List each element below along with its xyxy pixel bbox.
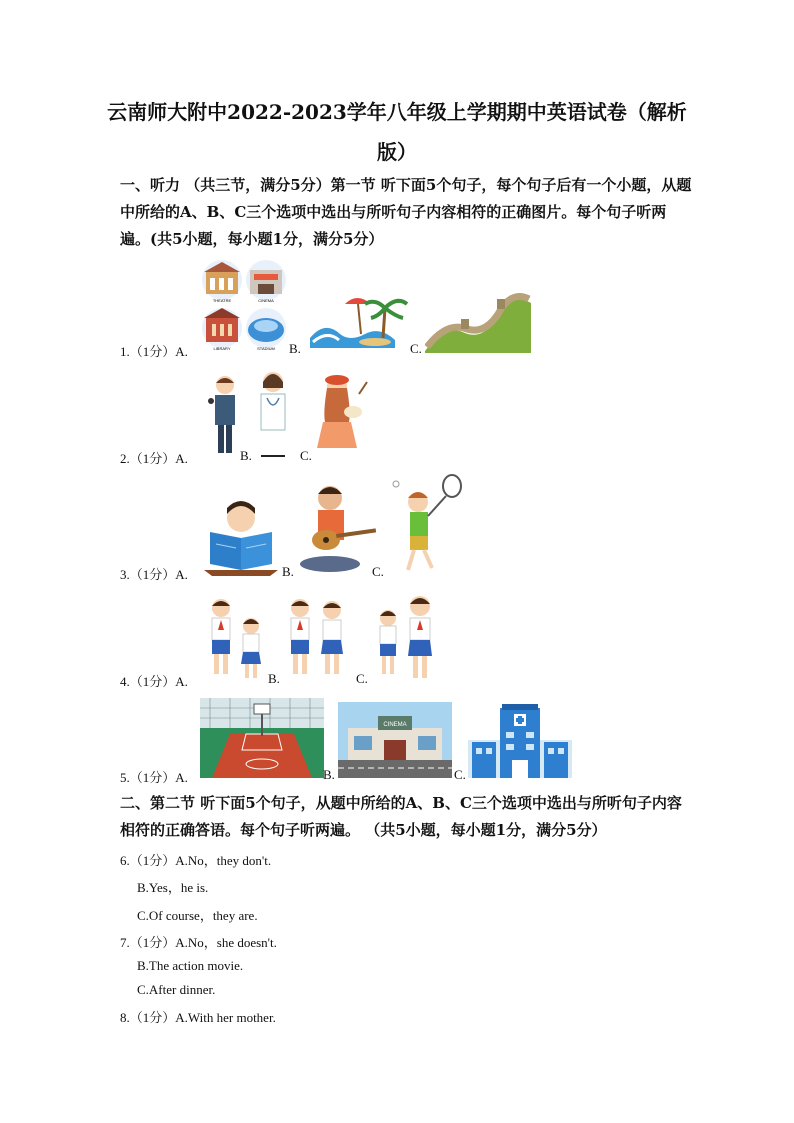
q5-option-a-basketball-court-image[interactable] — [200, 698, 324, 778]
q8-option-a: 8.（1分）A.With her mother. — [120, 1010, 276, 1025]
q2-label: 2.（1分）A. — [120, 451, 188, 466]
q6-option-b: B.Yes，he is. — [137, 880, 209, 895]
q6-option-a: 6.（1分）A.No，they don't. — [120, 853, 272, 868]
q1-option-a-buildings-image[interactable] — [200, 258, 288, 354]
q1-option-c-label: C. — [410, 341, 422, 356]
q3-option-c-label: C. — [372, 564, 384, 579]
section2-instructions: 二、第二节 听下面5个句子，从题中所给的A、B、C三个选项中选出与所听句子内容相符的正确答语。每个句子听两遍。 （共5小题，每小题1分，满分5分） — [120, 794, 682, 839]
q2-option-a-reporter-image[interactable] — [205, 373, 245, 455]
q1-option-c-great-wall-image[interactable] — [425, 283, 531, 353]
q2-option-c-label: C. — [300, 448, 312, 463]
section1-instructions: 一、听力 （共三节，满分5分）第一节 听下面5个句子，每个句子后有一个小题，从题中所给的A、B、C三个选项中选出与所听句子内容相符的正确图片。每个句子听两遍。(共5小题，每小题1分，满分5分） — [120, 176, 692, 248]
q2-option-c-artist-image[interactable] — [315, 372, 369, 450]
q5-option-b-cinema-image[interactable] — [338, 702, 452, 778]
q5-option-b-label: B. — [323, 767, 335, 782]
q1-option-b-label: B. — [289, 341, 301, 356]
q5-cinema-sign: CINEMA — [383, 722, 407, 728]
q4-option-b-students-image[interactable] — [284, 596, 350, 682]
q7-option-b: B.The action movie. — [137, 958, 244, 973]
q2-option-b-doctor-image[interactable] — [255, 368, 291, 460]
q1-cinema-label: CINEMA — [258, 298, 274, 303]
page-title: 云南师大附中2022-2023学年八年级上学期期中英语试卷（解析 — [107, 100, 687, 124]
q1-stadium-label: STADIUM — [257, 346, 275, 351]
q7-option-a: 7.（1分）A.No，she doesn't. — [120, 935, 277, 950]
q3-option-c-badminton-image[interactable] — [386, 474, 464, 574]
q6-option-c: C.Of course，they are. — [137, 908, 258, 923]
q5-option-c-label: C. — [454, 767, 466, 782]
q1-label: 1.（1分）A. — [120, 344, 188, 359]
q3-option-b-guitar-image[interactable] — [296, 482, 376, 576]
q1-library-label: LIBRARY — [213, 346, 231, 351]
q4-option-b-label: B. — [268, 671, 280, 686]
q4-option-a-students-image[interactable] — [203, 596, 269, 682]
q3-option-b-label: B. — [282, 564, 294, 579]
q1-theatre-label: THEATRE — [212, 298, 232, 303]
q3-label: 3.（1分）A. — [120, 567, 188, 582]
q4-option-c-label: C. — [356, 671, 368, 686]
q3-option-a-reading-image[interactable] — [200, 498, 282, 578]
q4-label: 4.（1分）A. — [120, 674, 188, 689]
q5-option-c-hospital-image[interactable] — [468, 704, 572, 778]
q7-option-c: C.After dinner. — [137, 982, 216, 997]
page-title-continued: 版） — [377, 140, 417, 164]
q4-option-c-students-image[interactable] — [372, 594, 440, 682]
q5-label: 5.（1分）A. — [120, 770, 188, 785]
q2-option-b-label: B. — [240, 448, 252, 463]
q1-option-b-beach-image[interactable] — [305, 290, 410, 352]
